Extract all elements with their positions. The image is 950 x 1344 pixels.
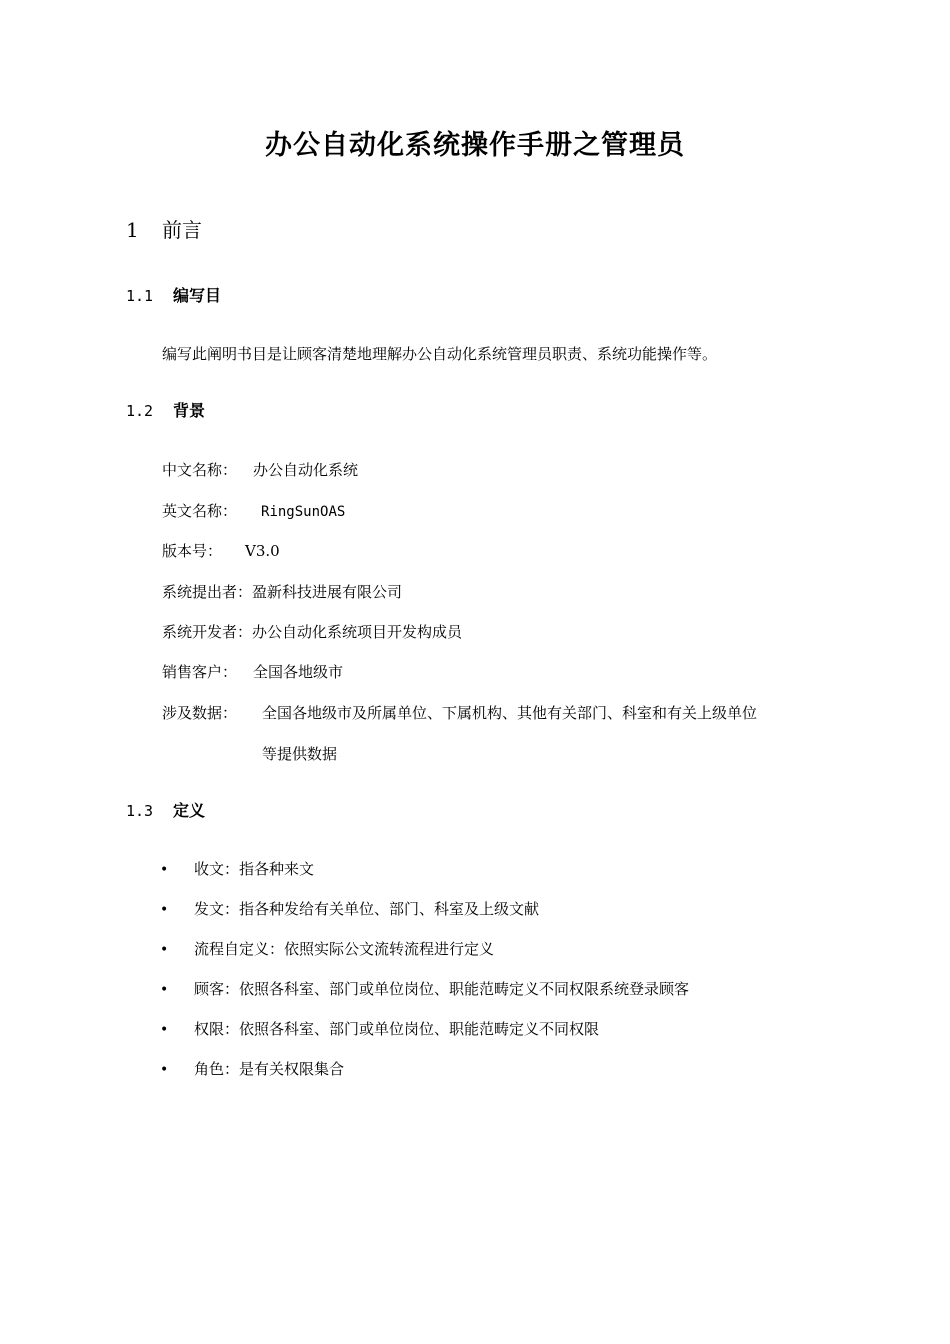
field-value: 盈新科技进展有限公司 xyxy=(252,583,403,601)
section-number: 1.2 xyxy=(126,402,154,420)
list-item xyxy=(160,1057,344,1082)
field-value: 全国各地级市 xyxy=(253,663,344,681)
list-item xyxy=(160,1017,599,1042)
section-title: 背景 xyxy=(173,401,206,420)
list-item-text: 发文：指各种发给有关单位、部门、科室及上级文献 xyxy=(194,900,540,918)
field-label: 版本号： xyxy=(162,542,223,560)
list-item xyxy=(160,937,494,962)
field-value: V3.0 xyxy=(245,542,280,560)
field-label: 系统提出者： xyxy=(162,583,253,601)
section-heading-1-2 xyxy=(126,399,205,423)
field-label: 销售客户： xyxy=(162,663,238,681)
list-item-text: 权限：依照各科室、部门或单位岗位、职能范畴定义不同权限 xyxy=(194,1020,600,1038)
section-title: 定义 xyxy=(173,801,206,820)
bullet-icon: • xyxy=(160,1062,169,1078)
field-value: RingSunOAS xyxy=(261,504,346,520)
field-developer xyxy=(162,620,462,644)
section-number: 1 xyxy=(126,218,139,242)
section-number: 1.1 xyxy=(126,287,154,305)
field-version xyxy=(162,539,280,563)
document-title: 办公自动化系统操作手册之管理员 xyxy=(265,130,685,161)
field-data-involved xyxy=(162,701,757,725)
list-item-text: 顾客：依照各科室、部门或单位岗位、职能范畴定义不同权限系统登录顾客 xyxy=(194,980,690,998)
field-label: 中文名称： xyxy=(162,461,238,479)
list-item xyxy=(160,977,689,1002)
field-label: 系统开发者： xyxy=(162,623,253,641)
field-customer xyxy=(162,660,343,684)
purpose-paragraph: 编写此阐明书目是让顾客清楚地理解办公自动化系统管理员职责、系统功能操作等。 xyxy=(162,345,718,363)
field-english-name xyxy=(162,499,345,524)
section-heading-1-3 xyxy=(126,799,205,823)
list-item-text: 流程自定义：依照实际公文流转流程进行定义 xyxy=(194,940,495,958)
list-item-text: 角色：是有关权限集合 xyxy=(194,1060,345,1078)
list-item xyxy=(160,857,314,882)
field-label: 英文名称： xyxy=(162,502,238,520)
section-heading-1 xyxy=(126,214,202,246)
list-item xyxy=(160,897,539,922)
bullet-icon: • xyxy=(160,982,169,998)
field-chinese-name xyxy=(162,458,358,482)
field-value: 办公自动化系统项目开发构成员 xyxy=(252,623,463,641)
list-item-text: 收文：指各种来文 xyxy=(194,860,315,878)
section-title: 前言 xyxy=(162,218,202,242)
section-number: 1.3 xyxy=(126,802,154,820)
field-value: 全国各地级市及所属单位、下属机构、其他有关部门、科室和有关上级单位 xyxy=(262,704,758,722)
field-value: 办公自动化系统 xyxy=(253,461,359,479)
bullet-icon: • xyxy=(160,1022,169,1038)
bullet-icon: • xyxy=(160,862,169,878)
field-data-involved-continuation: 等提供数据 xyxy=(262,745,338,763)
section-title: 编写目 xyxy=(173,286,222,305)
bullet-icon: • xyxy=(160,902,169,918)
field-proposer xyxy=(162,580,402,604)
field-label: 涉及数据： xyxy=(162,704,238,722)
section-heading-1-1 xyxy=(126,284,221,308)
bullet-icon: • xyxy=(160,942,169,958)
